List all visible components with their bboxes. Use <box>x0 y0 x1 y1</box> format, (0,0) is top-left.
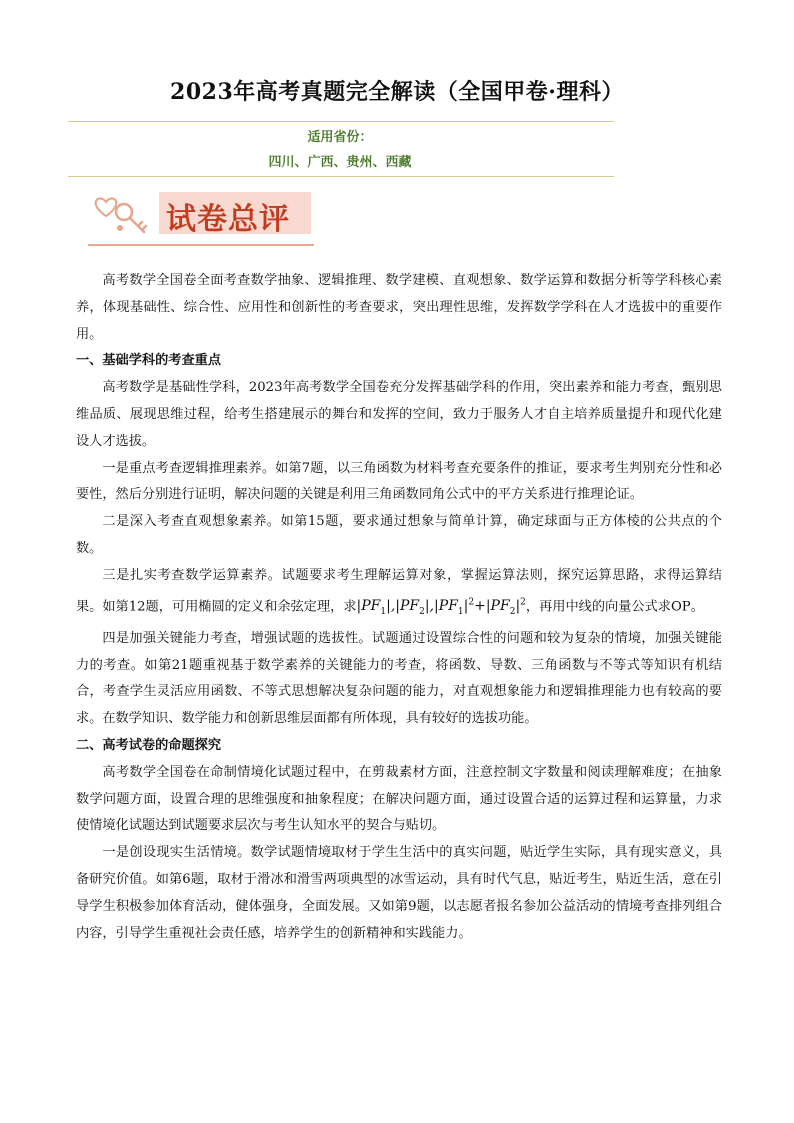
article-body <box>76 268 722 947</box>
divider-bottom <box>68 176 614 177</box>
paragraph: 二是深入考查直观想象素养。如第15题，要求通过想象与简单计算，确定球面与正方体棱的公共点的个数。 <box>76 514 722 556</box>
paragraph: 一是重点考查逻辑推理素养。如第7题，以三角函数为材料考查充要条件的推证，要求考生判别充分性和必要性，然后分别进行证明，解决问题的关键是利用三角函数同角公式中的平方关系进行推理论证。 <box>76 460 722 503</box>
province-list: 四川、广西、贵州、西藏 <box>268 155 412 170</box>
paragraph-text: 三是扎实考查数学运算素养。试题要求考生理解运算对象，掌握运算法则，探究运算思路，求得运算结果。如第12题，可用椭圆的定义和余弦定理，求 <box>76 567 722 615</box>
intro-paragraph: 高考数学全国卷全面考查数学抽象、逻辑推理、数学建模、直观想象、数学运算和数据分析等学科核心素养，体现基础性、综合性、应用性和创新性的考查要求，突出理性思维，发挥数学学科在人才选拔中的重要作用。 <box>76 273 722 342</box>
divider-top <box>68 121 614 122</box>
paragraph: 一是创设现实生活情境。数学试题情境取材于学生生活中的真实问题，贴近学生实际，具有现实意义，具备研究价值。如第6题，取材于滑冰和滑雪两项典型的冰雪运动，具有时代气息，贴近考生，贴近生活，意在引导学生积极参加体育活动，健体强身，全面发展。又如第9题，以志愿者报名参加公益活动的情境考查排列组合内容，引导学生重视社会责任感，培养学生的创新精神和实践能力。 <box>76 845 722 941</box>
paragraph: 高考数学全国卷在命制情境化试题过程中，在剪裁素材方面，注意控制文字数量和阅读理解难度；在抽象数学问题方面，设置合理的思维强度和抽象程度；在解决问题方面，通过设置合适的运算过程和运算量，力求使情境化试题达到试题要求层次与考生认知水平的契合与贴切。 <box>76 764 722 834</box>
section-heading-1: 一、基础学科的考查重点 <box>76 353 222 369</box>
formula: $|PF_1|,|PF_2|,|PF_1|^2+|PF_2|^2$ <box>356 597 526 618</box>
paragraph-with-formula <box>76 563 722 626</box>
paragraph: 高考数学是基础性学科，2023年高考数学全国卷充分发挥基础学科的作用，突出素养和能力考查，甄别思维品质、展现思维过程，给考生搭建展示的舞台和发挥的空间，致力于服务人才自主培养质量提升和现代化建设人才选拔。 <box>76 380 722 449</box>
key-heart-icon <box>92 190 152 238</box>
section-heading-2: 二、高考试卷的命题探究 <box>76 738 222 753</box>
paragraph: 四是加强关键能力考查，增强试题的选拔性。试题通过设置综合性的问题和较为复杂的情境，加强关键能力的考查。如第21题重视基于数学素养的关键能力的考查，将函数、导数、三角函数与不等式等知识有机结合，考查学生灵活应用函数、不等式思想解决复杂问题的能力，对直观想象能力和逻辑推理能力也有较高的要求。在数学知识、数学能力和创新思维层面都有所体现，具有较好的选拔功能。 <box>76 630 722 727</box>
banner-label: 试卷总评 <box>166 202 290 237</box>
page-title: 2023年高考真题完全解读（全国甲卷·理科） <box>170 79 624 105</box>
section-banner <box>86 186 316 250</box>
paragraph-text: ，再用中线的向量公式求OP。 <box>525 599 704 615</box>
banner-underline <box>88 244 314 246</box>
province-label: 适用省份： <box>307 130 373 145</box>
